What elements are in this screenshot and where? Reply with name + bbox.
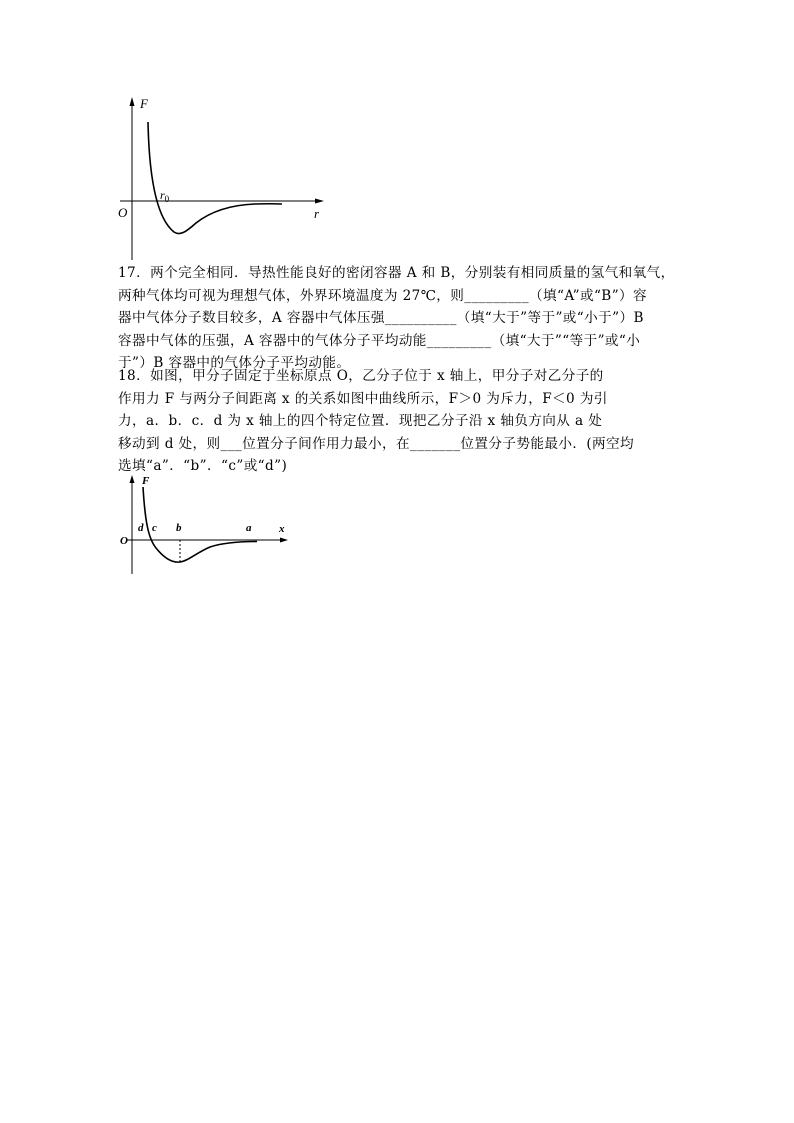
- y-axis-label: F: [140, 96, 148, 111]
- question-18-line: 力，a．b．c．d 为 x 轴上的四个特定位置．现把乙分子沿 x 轴负方向从 a 处: [118, 413, 603, 430]
- y-axis-arrow-icon: [130, 97, 135, 106]
- point-label-b: b: [176, 522, 182, 534]
- x-axis-arrow-icon: [280, 538, 288, 543]
- x-axis-label: x: [279, 523, 285, 535]
- x-axis-arrow-icon: [315, 199, 324, 204]
- question-17-line: 器中气体分子数目较多，A 容器中气体压强__________（填“大于”等于”或“小于”）B: [118, 310, 644, 327]
- question-18: [118, 365, 688, 478]
- point-label-d: d: [138, 522, 144, 534]
- force-distance-graph-1: [110, 92, 335, 267]
- question-18-line: 18．如图，甲分子固定于坐标原点 O，乙分子位于 x 轴上，甲分子对乙分子的: [118, 368, 604, 384]
- y-axis-arrow-icon: [130, 475, 135, 483]
- question-17-line: 于”）B 容器中的气体分子平均动能。: [118, 355, 351, 372]
- y-axis-label: F: [142, 475, 150, 487]
- point-label-a: a: [246, 522, 252, 534]
- question-18-line: 移动到 d 处，则___位置分子间作用力最小，在_______位置分子势能最小．(两空均: [118, 435, 635, 452]
- origin-label: O: [118, 205, 128, 220]
- origin-label: O: [120, 535, 128, 547]
- question-17: [118, 262, 688, 375]
- r0-label: $r_0$: [160, 188, 170, 204]
- question-17-line: 容器中气体的压强，A 容器中的气体分子平均动能_________（填“大于”“等于”或“小: [118, 332, 641, 349]
- force-curve: [143, 487, 257, 562]
- x-axis-label: r: [314, 206, 320, 221]
- point-label-c: c: [152, 522, 157, 534]
- force-distance-graph-2: [112, 470, 297, 580]
- question-17-line: 17．两个完全相同．导热性能良好的密闭容器 A 和 B，分别装有相同质量的氢气和氧气，: [118, 265, 675, 281]
- question-18-line: 作用力 F 与两分子间距离 x 的关系如图中曲线所示，F＞0 为斥力，F＜0 为引: [118, 390, 608, 407]
- question-17-line: 两种气体均可视为理想气体，外界环境温度为 27℃，则_________（填“A”或“B”）容: [118, 287, 648, 304]
- question-18-line: 选填“a”．“b”．“c”或“d”): [118, 458, 288, 475]
- force-curve: [148, 122, 282, 234]
